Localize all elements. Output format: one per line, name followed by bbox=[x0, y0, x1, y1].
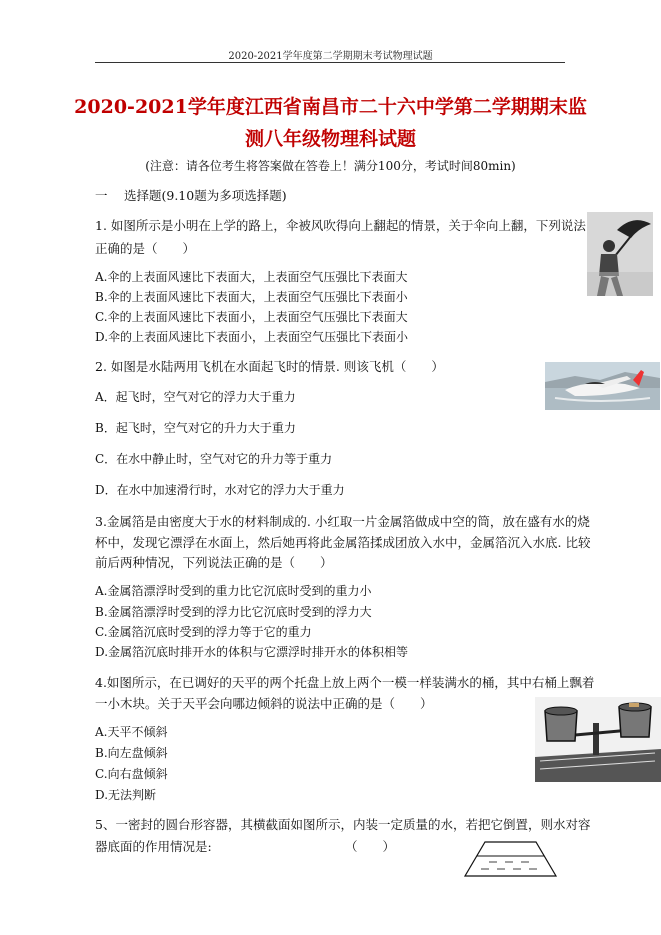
balance-scale-image bbox=[535, 697, 661, 782]
seaplane-photo bbox=[545, 362, 660, 410]
frustum-container-diagram bbox=[463, 840, 558, 878]
header-rule bbox=[95, 62, 565, 63]
q2-option-a: A．起飞时，空气对它的浮力大于重力 bbox=[95, 390, 296, 404]
exam-note: (注意：请各位考生将答案做在答卷上！满分100分，考试时间80min) bbox=[145, 159, 516, 173]
q4-option-b: B.向左盘倾斜 bbox=[95, 746, 168, 760]
q2-option-b: B．起飞时，空气对它的升力大于重力 bbox=[95, 421, 296, 435]
q1-stem-line-1: 1. 如图所示是小明在上学的路上，伞被风吹得向上翻起的情景，关于伞向上翻，下列说法 bbox=[95, 218, 586, 233]
umbrella-photo bbox=[587, 212, 653, 296]
q3-option-a: A.金属箔漂浮时受到的重力比它沉底时受到的重力小 bbox=[95, 584, 372, 598]
section-title: 选择题(9.10题为多项选择题) bbox=[124, 188, 287, 203]
title-line-2: 测八年级物理科试题 bbox=[244, 128, 416, 150]
q1-option-c: C.伞的上表面风速比下表面小，上表面空气压强比下表面大 bbox=[95, 310, 408, 324]
q1-option-d: D.伞的上表面风速比下表面小，上表面空气压强比下表面小 bbox=[95, 330, 409, 344]
q5-answer-blank: （ ） bbox=[345, 839, 396, 854]
q2-option-d: D．在水中加速滑行时，水对它的浮力大于重力 bbox=[95, 483, 345, 497]
q4-option-c: C.向右盘倾斜 bbox=[95, 767, 168, 781]
q4-option-a: A.天平不倾斜 bbox=[95, 725, 168, 739]
title-line-1: 2020-2021学年度江西省南昌市二十六中学第二学期期末监 bbox=[74, 96, 587, 118]
q4-option-d: D.无法判断 bbox=[95, 788, 157, 802]
q5-stem-line-2: 器底面的作用情况是: bbox=[95, 839, 212, 854]
running-header: 2020-2021学年度第二学期期末考试物理试题 bbox=[228, 51, 433, 62]
q3-option-c: C.金属箔沉底时受到的浮力等于它的重力 bbox=[95, 625, 312, 639]
q3-stem-line-1: 3.金属箔是由密度大于水的材料制成的. 小红取一片金属箔做成中空的筒，放在盛有水的烧 bbox=[95, 514, 590, 529]
q2-stem: 2. 如图是水陆两用飞机在水面起飞时的情景. 则该飞机（ ） bbox=[95, 359, 444, 374]
q3-option-b: B.金属箔漂浮时受到的浮力比它沉底时受到的浮力大 bbox=[95, 605, 372, 619]
q1-option-b: B.伞的上表面风速比下表面大，上表面空气压强比下表面小 bbox=[95, 290, 408, 304]
q4-stem-line-2: 一小木块。关于天平会向哪边倾斜的说法中正确的是（ ） bbox=[95, 696, 433, 711]
q3-option-d: D.金属箔沉底时排开水的体积与它漂浮时排开水的体积相等 bbox=[95, 645, 409, 659]
q3-stem-line-2: 杯中，发现它漂浮在水面上，然后她再将此金属箔揉成团放入水中，金属箔沉入水底. 比较 bbox=[95, 535, 591, 550]
q3-stem-line-3: 前后两种情况，下列说法正确的是（ ） bbox=[95, 555, 333, 570]
q1-option-a: A.伞的上表面风速比下表面大，上表面空气压强比下表面大 bbox=[95, 270, 408, 284]
q4-stem-line-1: 4.如图所示，在已调好的天平的两个托盘上放上两个一模一样装满水的桶，其中右桶上飘着 bbox=[95, 675, 595, 690]
q2-option-c: C．在水中静止时，空气对它的升力等于重力 bbox=[95, 452, 333, 466]
q1-stem-line-2: 正确的是（ ） bbox=[95, 241, 196, 256]
q5-stem-line-1: 5、一密封的圆台形容器，其横截面如图所示，内装一定质量的水，若把它倒置，则水对容 bbox=[95, 817, 591, 832]
section-number: 一 bbox=[95, 188, 108, 203]
